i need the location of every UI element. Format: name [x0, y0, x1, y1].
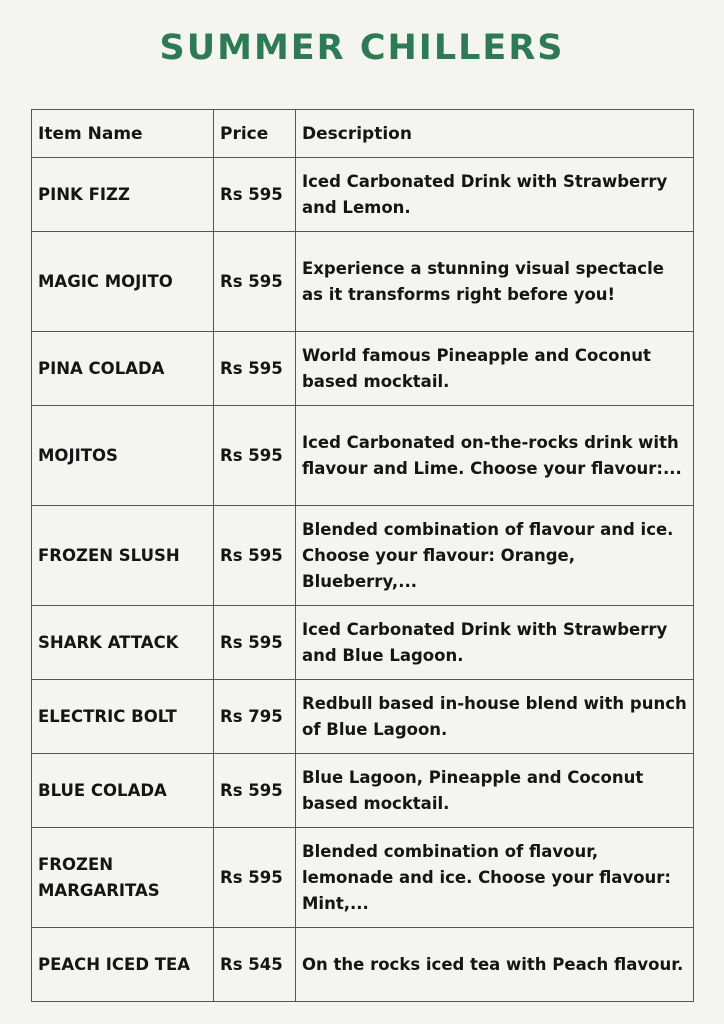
item-price: Rs 795 — [214, 680, 296, 754]
table-row — [32, 928, 694, 1002]
table-row — [32, 506, 694, 606]
item-name: MAGIC MOJITO — [32, 232, 214, 332]
item-price: Rs 595 — [214, 332, 296, 406]
item-price: Rs 595 — [214, 606, 296, 680]
item-name: FROZEN SLUSH — [32, 506, 214, 606]
item-description: Iced Carbonated on-the-rocks drink with flavour and Lime. Choose your flavour:... — [296, 406, 694, 506]
column-header-price: Price — [214, 110, 296, 158]
item-price: Rs 595 — [214, 754, 296, 828]
item-description: Redbull based in-house blend with punch of Blue Lagoon. — [296, 680, 694, 754]
table-row — [32, 158, 694, 232]
table-row — [32, 232, 694, 332]
table-row — [32, 754, 694, 828]
item-name: MOJITOS — [32, 406, 214, 506]
table-row — [32, 406, 694, 506]
menu-table — [31, 109, 694, 1002]
page-title: SUMMER CHILLERS — [159, 28, 565, 68]
column-header-description: Description — [296, 110, 694, 158]
item-name: SHARK ATTACK — [32, 606, 214, 680]
item-name: PINA COLADA — [32, 332, 214, 406]
table-row — [32, 606, 694, 680]
table-header-row — [32, 110, 694, 158]
item-description: On the rocks iced tea with Peach flavour. — [296, 928, 694, 1002]
item-name: PINK FIZZ — [32, 158, 214, 232]
item-description: Experience a stunning visual spectacle as it transforms right before you! — [296, 232, 694, 332]
item-description: Iced Carbonated Drink with Strawberry and Lemon. — [296, 158, 694, 232]
table-row — [32, 332, 694, 406]
item-name: FROZEN MARGARITAS — [32, 828, 214, 928]
item-description: World famous Pineapple and Coconut based mocktail. — [296, 332, 694, 406]
item-price: Rs 595 — [214, 828, 296, 928]
item-price: Rs 595 — [214, 506, 296, 606]
item-name: BLUE COLADA — [32, 754, 214, 828]
item-description: Iced Carbonated Drink with Strawberry and Blue Lagoon. — [296, 606, 694, 680]
column-header-item-name: Item Name — [32, 110, 214, 158]
item-price: Rs 595 — [214, 406, 296, 506]
table-row — [32, 828, 694, 928]
item-description: Blue Lagoon, Pineapple and Coconut based mocktail. — [296, 754, 694, 828]
item-price: Rs 545 — [214, 928, 296, 1002]
item-name: ELECTRIC BOLT — [32, 680, 214, 754]
item-description: Blended combination of flavour, lemonade and ice. Choose your flavour: Mint,... — [296, 828, 694, 928]
item-name: PEACH ICED TEA — [32, 928, 214, 1002]
table-row — [32, 680, 694, 754]
item-price: Rs 595 — [214, 158, 296, 232]
item-description: Blended combination of flavour and ice. Choose your flavour: Orange, Blueberry,... — [296, 506, 694, 606]
item-price: Rs 595 — [214, 232, 296, 332]
